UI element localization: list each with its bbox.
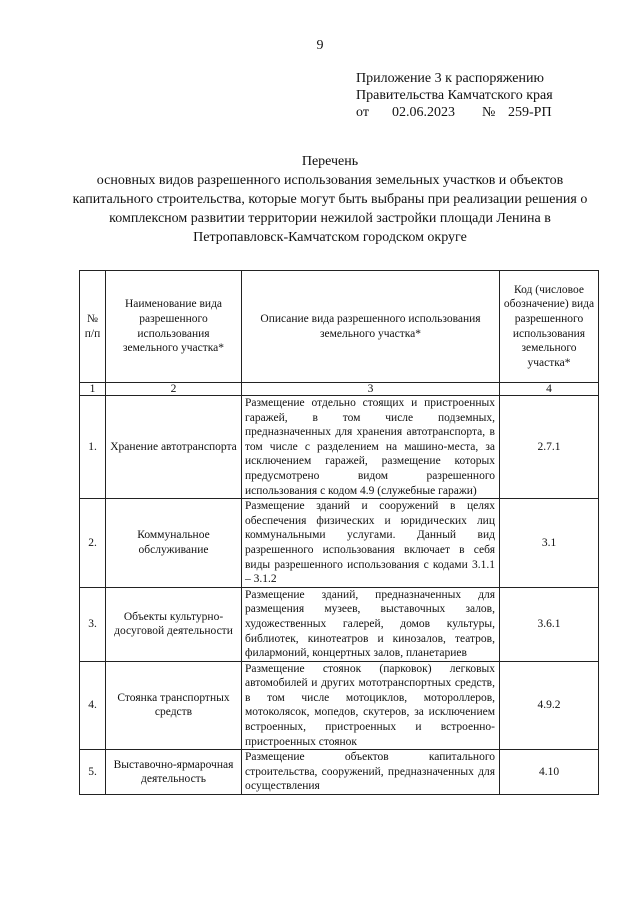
table-header-row: [80, 271, 599, 383]
row-desc: Размещение объектов капитального строительства, сооружений, предназначенных для осуществления: [242, 750, 500, 795]
header-code: Код (числовое обозначение) вида разрешенного использования земельного участка*: [500, 271, 599, 383]
row-num: 1.: [80, 396, 106, 499]
header-num: № п/п: [80, 271, 106, 383]
table-row: [80, 396, 599, 499]
row-code: 4.9.2: [500, 661, 599, 750]
column-number-1: 1: [80, 383, 106, 396]
appendix-from-label: от: [356, 105, 369, 120]
row-code: 3.1: [500, 499, 599, 588]
appendix-number: 259-РП: [508, 105, 552, 120]
row-num: 3.: [80, 587, 106, 661]
row-desc: Размещение зданий, предназначенных для размещения музеев, выставочных залов, художественных галерей, домов культуры, библиотек, кинотеатров и кинозалов, театров, филармоний, концертных залов, планетариев: [242, 587, 500, 661]
row-desc: Размещение отдельно стоящих и пристроенных гаражей, в том числе подземных, предназначенных для хранения автотранспорта, в том числе с разделением на машино-места, за исключением гаражей, размещение которых предусмотрено видом разрешенного использования с кодом 4.9 (служебные гаражи): [242, 396, 500, 499]
row-num: 4.: [80, 661, 106, 750]
row-desc: Размещение зданий и сооружений в целях обеспечения физических и юридических лиц коммунальными услугами. Данный вид разрешенного использования включает в себя виды разрешенного использования с кодами 3.1.1 – 3.1.2: [242, 499, 500, 588]
land-use-table: [79, 270, 599, 795]
column-number-4: 4: [500, 383, 599, 396]
table-row: [80, 750, 599, 795]
document-subtitle: основных видов разрешенного использования земельных участков и объектов капитального строительства, которые могут быть выбраны при реализации решения о комплексном развитии территории нежилой застройки площади Ленина в Петропавловск-Камчатском городском округе: [72, 173, 588, 245]
row-code: 2.7.1: [500, 396, 599, 499]
row-name: Коммунальное обслуживание: [106, 499, 242, 588]
header-name: Наименование вида разрешенного использования земельного участка*: [106, 271, 242, 383]
row-name: Хранение автотранспорта: [106, 396, 242, 499]
row-num: 2.: [80, 499, 106, 588]
appendix-line-1: Приложение 3 к распоряжению: [356, 71, 544, 86]
document-title: Перечень: [301, 154, 359, 169]
row-code: 4.10: [500, 750, 599, 795]
row-name: Стоянка транспортных средств: [106, 661, 242, 750]
row-name: Выставочно-ярмарочная деятельность: [106, 750, 242, 795]
column-number-3: 3: [242, 383, 500, 396]
page-number: 9: [316, 38, 324, 53]
appendix-line-2: Правительства Камчатского края: [356, 88, 553, 103]
table-row: [80, 661, 599, 750]
row-code: 3.6.1: [500, 587, 599, 661]
row-desc: Размещение стоянок (парковок) легковых автомобилей и других мототранспортных средств, в том числе мотоциклов, мотороллеров, мотоколясок, мопедов, скутеров, за исключением встроенных, пристроенных и встроенно-пристроенных стоянок: [242, 661, 500, 750]
row-num: 5.: [80, 750, 106, 795]
appendix-date: 02.06.2023: [392, 105, 455, 120]
appendix-number-sign: №: [482, 105, 496, 120]
document-heading: [60, 152, 600, 247]
column-number-row: [80, 383, 599, 396]
header-desc: Описание вида разрешенного использования земельного участка*: [242, 271, 500, 383]
table-row: [80, 499, 599, 588]
appendix-line-3: [356, 104, 553, 121]
column-number-2: 2: [106, 383, 242, 396]
appendix-header: [356, 70, 553, 121]
row-name: Объекты культурно-досуговой деятельности: [106, 587, 242, 661]
table-row: [80, 587, 599, 661]
